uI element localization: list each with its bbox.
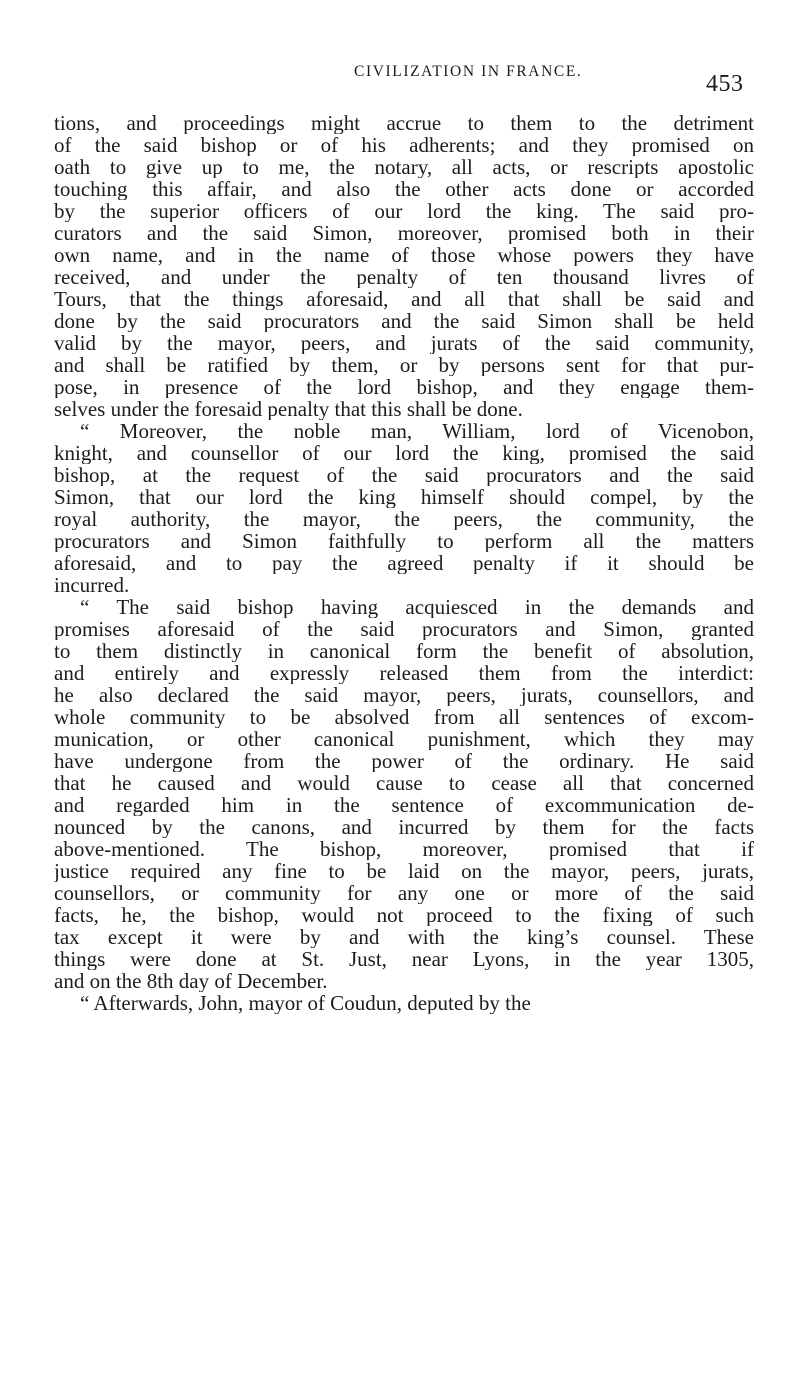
text-line: above-mentioned. The bishop, moreover, promised that if — [54, 838, 754, 860]
text-line: touching this affair, and also the other acts done or accorded — [54, 178, 754, 200]
text-line: and shall be ratified by them, or by persons sent for that pur- — [54, 354, 754, 376]
text-line: and entirely and expressly released them from the interdict: — [54, 662, 754, 684]
text-line: done by the said procurators and the said Simon shall be held — [54, 310, 754, 332]
text-line: Tours, that the things aforesaid, and all that shall be said and — [54, 288, 754, 310]
text-line: “ Moreover, the noble man, William, lord of Vicenobon, — [80, 420, 754, 442]
running-head — [0, 61, 800, 97]
text-line: by the superior officers of our lord the king. The said pro- — [54, 200, 754, 222]
text-line: facts, he, the bishop, would not proceed to the fixing of such — [54, 904, 754, 926]
paragraph — [54, 420, 754, 596]
text-line: of the said bishop or of his adherents; and they promised on — [54, 134, 754, 156]
text-line: have undergone from the power of the ordinary. He said — [54, 750, 754, 772]
text-line: to them distinctly in canonical form the benefit of absolution, — [54, 640, 754, 662]
body-text — [54, 112, 754, 1014]
text-line: counsellors, or community for any one or more of the said — [54, 882, 754, 904]
text-line: oath to give up to me, the notary, all acts, or rescripts apostolic — [54, 156, 754, 178]
text-line: promises aforesaid of the said procurators and Simon, granted — [54, 618, 754, 640]
text-line: tax except it were by and with the king’s counsel. These — [54, 926, 754, 948]
text-line: Simon, that our lord the king himself should compel, by the — [54, 486, 754, 508]
text-line: bishop, at the request of the said procurators and the said — [54, 464, 754, 486]
page-number: 453 — [706, 71, 744, 97]
text-line: that he caused and would cause to cease all that concerned — [54, 772, 754, 794]
text-line: pose, in presence of the lord bishop, and they engage them- — [54, 376, 754, 398]
text-line: selves under the foresaid penalty that this shall be done. — [54, 398, 523, 420]
text-line: “ Afterwards, John, mayor of Coudun, deputed by the — [80, 992, 531, 1014]
text-line: aforesaid, and to pay the agreed penalty if it should be — [54, 552, 754, 574]
text-line: own name, and in the name of those whose powers they have — [54, 244, 754, 266]
running-title: CIVILIZATION IN FRANCE. — [354, 63, 583, 80]
text-line: tions, and proceedings might accrue to them to the detriment — [54, 112, 754, 134]
paragraph — [54, 112, 754, 420]
text-line: procurators and Simon faithfully to perform all the matters — [54, 530, 754, 552]
text-line: munication, or other canonical punishment, which they may — [54, 728, 754, 750]
text-line: justice required any fine to be laid on the mayor, peers, jurats, — [54, 860, 754, 882]
text-line: “ The said bishop having acquiesced in the demands and — [80, 596, 754, 618]
text-line: nounced by the canons, and incurred by them for the facts — [54, 816, 754, 838]
paragraph — [54, 992, 754, 1014]
text-line: things were done at St. Just, near Lyons, in the year 1305, — [54, 948, 754, 970]
text-line: curators and the said Simon, moreover, promised both in their — [54, 222, 754, 244]
text-line: he also declared the said mayor, peers, jurats, counsellors, and — [54, 684, 754, 706]
text-line: incurred. — [54, 574, 130, 596]
text-line: whole community to be absolved from all sentences of excom- — [54, 706, 754, 728]
text-line: and regarded him in the sentence of excommunication de- — [54, 794, 754, 816]
text-line: valid by the mayor, peers, and jurats of the said community, — [54, 332, 754, 354]
text-line: received, and under the penalty of ten thousand livres of — [54, 266, 754, 288]
paragraph — [54, 596, 754, 992]
text-line: royal authority, the mayor, the peers, the community, the — [54, 508, 754, 530]
text-line: knight, and counsellor of our lord the king, promised the said — [54, 442, 754, 464]
text-line: and on the 8th day of December. — [54, 970, 328, 992]
